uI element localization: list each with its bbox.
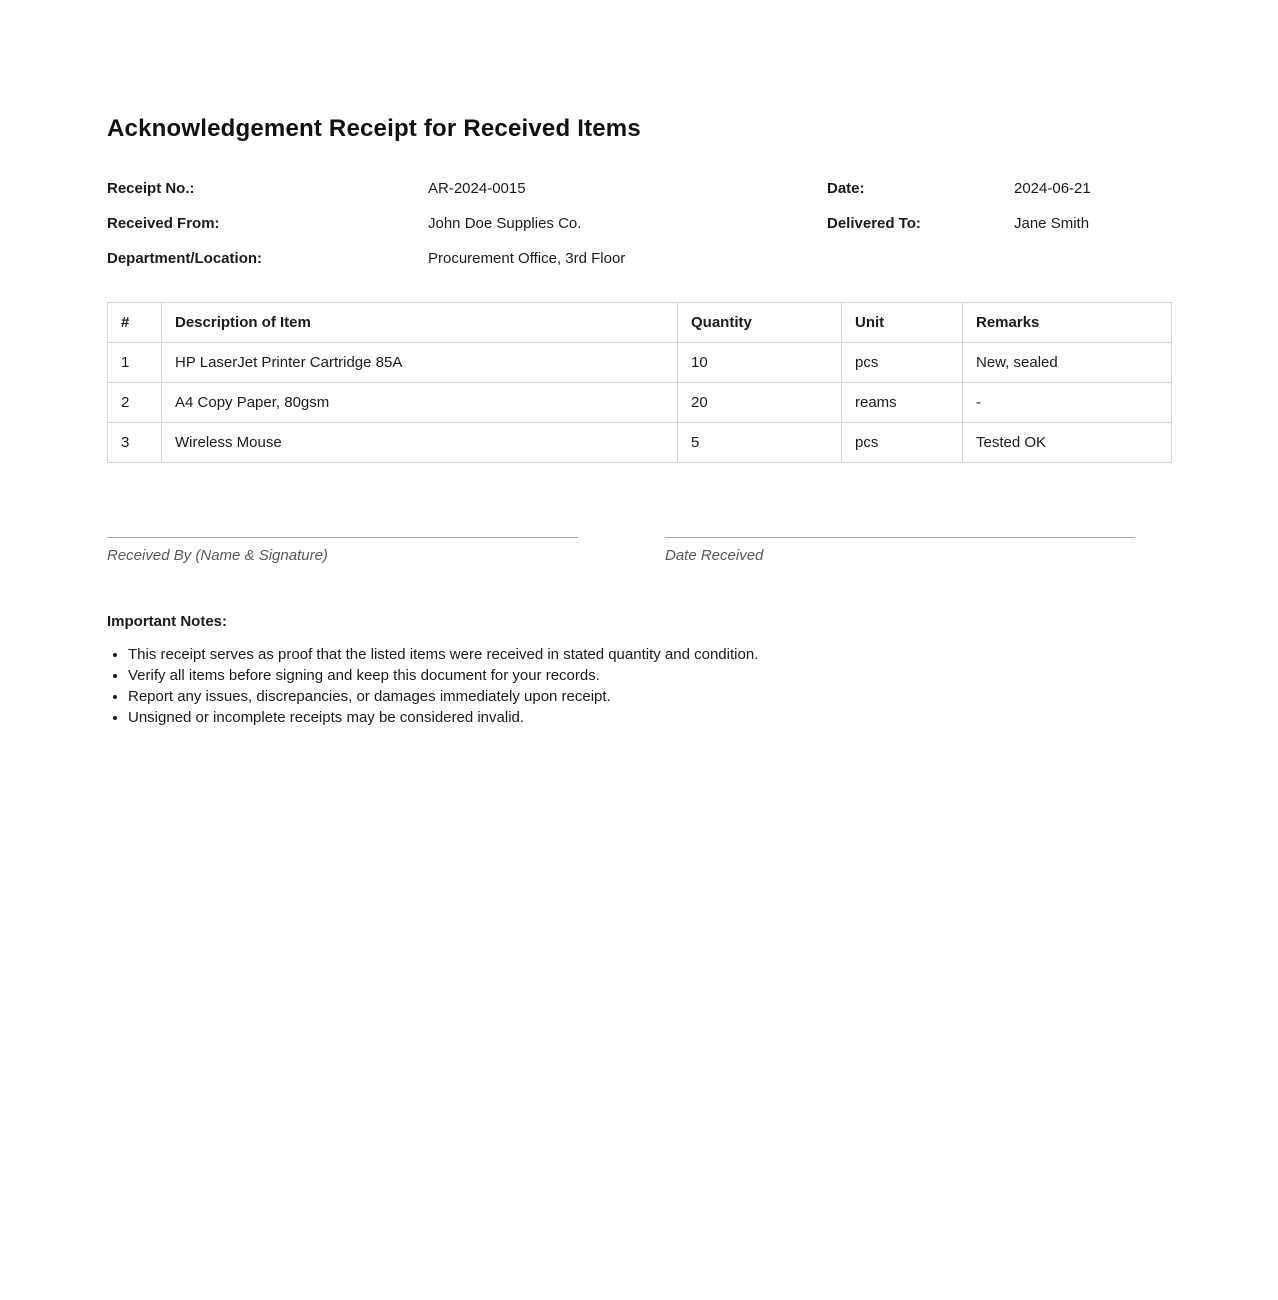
delivered-to-label: Delivered To: <box>827 215 921 232</box>
note-item: • Unsigned or incomplete receipts may be considered invalid. <box>128 707 1171 728</box>
receipt-document <box>107 0 1171 728</box>
col-header-unit: Unit <box>842 303 963 343</box>
col-header-index: # <box>108 303 162 343</box>
note-item: • Verify all items before signing and keep this document for your records. <box>128 665 1171 686</box>
item-remarks: Tested OK <box>963 423 1172 463</box>
date-label: Date: <box>827 180 865 197</box>
item-description: Wireless Mouse <box>162 423 678 463</box>
notes-list <box>107 644 1171 728</box>
item-description: A4 Copy Paper, 80gsm <box>162 383 678 423</box>
table-row <box>108 423 1172 463</box>
item-unit: reams <box>842 383 963 423</box>
date-received-label: Date Received <box>665 547 764 564</box>
note-item: • Report any issues, discrepancies, or damages immediately upon receipt. <box>128 686 1171 707</box>
receipt-no-value: AR-2024-0015 <box>428 180 526 197</box>
receipt-no-label: Receipt No.: <box>107 180 195 197</box>
important-notes-section <box>107 613 1171 728</box>
department-value: Procurement Office, 3rd Floor <box>428 250 626 267</box>
header-fields <box>107 180 1171 285</box>
table-row <box>108 343 1172 383</box>
item-unit: pcs <box>842 423 963 463</box>
received-by-signature-line <box>107 537 578 565</box>
date-received-signature-line <box>665 537 1135 565</box>
table-header-row <box>108 303 1172 343</box>
received-by-label: Received By (Name & Signature) <box>107 547 328 564</box>
item-index: 1 <box>108 343 162 383</box>
notes-heading: Important Notes: <box>107 613 227 630</box>
item-quantity: 5 <box>678 423 842 463</box>
date-value: 2024-06-21 <box>1014 180 1091 197</box>
page-title: Acknowledgement Receipt for Received Items <box>107 115 641 142</box>
item-remarks: - <box>963 383 1172 423</box>
delivered-to-value: Jane Smith <box>1014 215 1090 232</box>
item-index: 3 <box>108 423 162 463</box>
item-description: HP LaserJet Printer Cartridge 85A <box>162 343 678 383</box>
col-header-description: Description of Item <box>162 303 678 343</box>
item-remarks: New, sealed <box>963 343 1172 383</box>
item-unit: pcs <box>842 343 963 383</box>
note-item: • This receipt serves as proof that the listed items were received in stated quantity and condition. <box>128 644 1171 665</box>
item-quantity: 20 <box>678 383 842 423</box>
signature-section <box>107 537 1171 565</box>
department-label: Department/Location: <box>107 250 263 267</box>
item-quantity: 10 <box>678 343 842 383</box>
received-from-value: John Doe Supplies Co. <box>428 215 582 232</box>
col-header-quantity: Quantity <box>678 303 842 343</box>
empty-cell <box>827 250 1014 285</box>
received-from-label: Received From: <box>107 215 220 232</box>
item-index: 2 <box>108 383 162 423</box>
col-header-remarks: Remarks <box>963 303 1172 343</box>
items-table <box>107 302 1172 463</box>
empty-cell <box>1014 250 1171 285</box>
table-row <box>108 383 1172 423</box>
